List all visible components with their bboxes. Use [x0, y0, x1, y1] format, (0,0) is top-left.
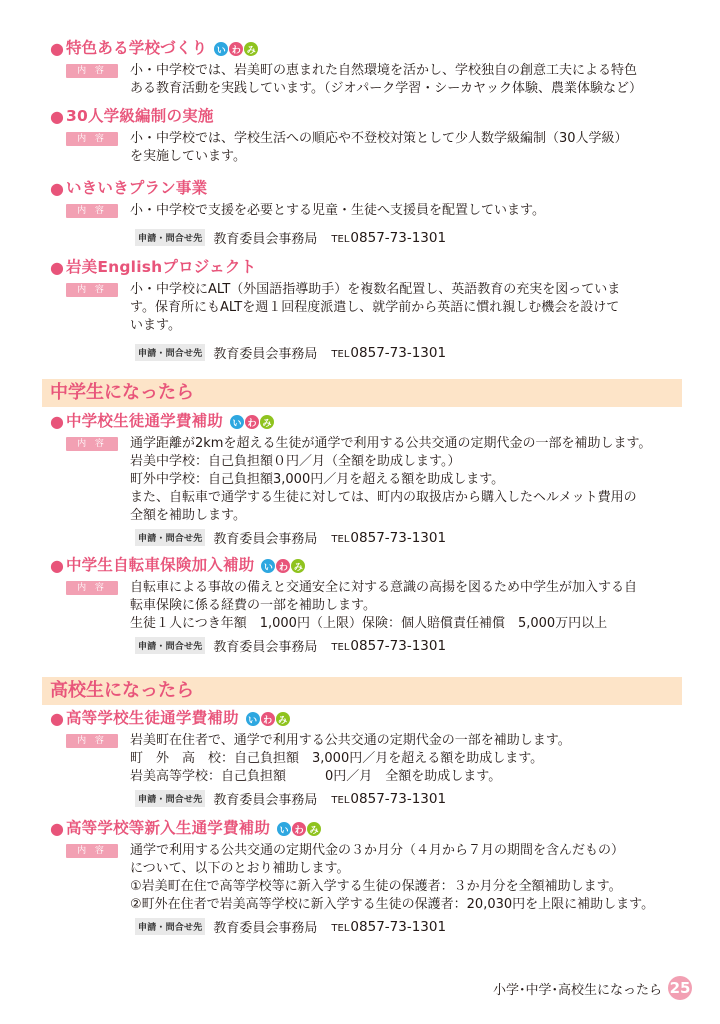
- footer-text: 小学･中学･高校生になったら: [492, 982, 662, 998]
- content-row: [50, 579, 690, 633]
- body-line: 岩美町在住者で、通学で利用する公共交通の定期代金の一部を補助します。: [130, 733, 571, 748]
- bullet-dot-icon: ●: [50, 258, 64, 277]
- section-title: 中学校生徒通学費補助: [65, 412, 223, 431]
- content-row: [50, 281, 690, 335]
- body-line: 自転車による事故の備えと交通安全に対する意識の高揚を図るため中学生が加入する自: [130, 580, 638, 595]
- contact-tel: TEL0857-73-1301: [331, 344, 447, 361]
- page-footer: [493, 976, 692, 1000]
- section-title: 特色ある学校づくり: [65, 39, 208, 58]
- section-heading: [50, 555, 690, 577]
- body-line: 小・中学校で支援を必要とする児童・生徒へ支援員を配置しています。: [130, 203, 545, 218]
- contact-name: 教育委員会事務局: [213, 640, 318, 655]
- section-heading: [50, 818, 690, 840]
- body-line: 転車保険に係る経費の一部を補助します。: [130, 598, 376, 613]
- content-tag: 内 容: [66, 132, 118, 146]
- contact-tel: TEL0857-73-1301: [331, 918, 447, 935]
- content-body: [130, 130, 682, 166]
- band-high-school: 高校生になったら: [42, 677, 682, 705]
- content-tag: 内 容: [66, 734, 118, 748]
- body-line: ①岩美町在住で高等学校等に新入学する生徒の保護者：３か月分を全額補助します。: [130, 879, 622, 894]
- section-title: 中学生自転車保険加入補助: [65, 556, 255, 575]
- content-tag: 内 容: [66, 283, 118, 297]
- section-title: 高等学校等新入生通学費補助: [65, 819, 271, 838]
- body-line: 通学で利用する公共交通の定期代金の３か月分（４月から７月の期間を含んだもの）: [130, 843, 625, 858]
- body-line: について、以下のとおり補助します。: [130, 861, 350, 876]
- contact-tag: 申請・問合せ先: [135, 790, 205, 807]
- bullet-dot-icon: ●: [50, 39, 64, 58]
- iwami-badge-icon: い わ み: [276, 821, 321, 837]
- section-ikiiki: [50, 178, 690, 247]
- contact-tag: 申請・問合せ先: [135, 529, 205, 546]
- contact-row: [135, 917, 690, 936]
- contact-tag: 申請・問合せ先: [135, 344, 205, 361]
- content-body: [130, 842, 682, 914]
- body-line: 小・中学校にALT（外国語指導助手）を複数名配置し、英語教育の充実を図っていま: [130, 282, 621, 297]
- section-heading: [50, 106, 690, 128]
- section-jh-commute: [50, 411, 690, 547]
- contact-name: 教育委員会事務局: [213, 532, 318, 547]
- section-heading: [50, 38, 690, 60]
- page-number: 25: [668, 976, 692, 1000]
- bullet-dot-icon: ●: [50, 107, 64, 126]
- section-title: 岩美Englishプロジェクト: [65, 258, 257, 277]
- body-line: また、自転車で通学する生徒に対しては、町内の取扱店から購入したヘルメット費用の: [130, 490, 637, 505]
- section-heading: [50, 411, 690, 433]
- body-line: 小・中学校では、学校生活への順応や不登校対策として少人数学級編制（30人学級）: [130, 131, 628, 146]
- section-heading: [50, 178, 690, 200]
- content-row: [50, 732, 690, 786]
- contact-name: 教育委員会事務局: [213, 793, 318, 808]
- contact-tel: TEL0857-73-1301: [331, 229, 447, 246]
- section-title: いきいきプラン事業: [65, 179, 208, 198]
- section-jh-bicycle: [50, 555, 690, 655]
- iwami-badge-icon: い わ み: [245, 711, 290, 727]
- contact-tel: TEL0857-73-1301: [331, 790, 447, 807]
- body-line: 生徒１人につき年額 1,000円（上限）保険：個人賠償責任補償 5,000万円以上: [130, 616, 608, 631]
- contact-name: 教育委員会事務局: [213, 921, 318, 936]
- bullet-dot-icon: ●: [50, 179, 64, 198]
- body-line: 町 外 高 校：自己負担額 3,000円／月を超える額を助成します。: [130, 751, 544, 766]
- contact-name: 教育委員会事務局: [213, 347, 318, 362]
- body-line: 町外中学校：自己負担額3,000円／月を超える額を助成します。: [130, 472, 505, 487]
- content-tag: 内 容: [66, 844, 118, 858]
- body-line: 全額を補助します。: [130, 508, 246, 523]
- contact-row: [135, 789, 690, 808]
- section-30nin: [50, 106, 690, 166]
- body-line: す。保育所にもALTを週１回程度派遣し、就学前から英語に慣れ親しむ機会を設けて: [130, 300, 620, 315]
- content-row: [50, 435, 690, 525]
- section-title: 高等学校生徒通学費補助: [65, 709, 239, 728]
- bullet-dot-icon: ●: [50, 556, 64, 575]
- section-heading: [50, 257, 690, 279]
- body-line: 小・中学校では、岩美町の恵まれた自然環境を活かし、学校独自の創意工夫による特色: [130, 63, 638, 78]
- body-line: ある教育活動を実践しています。（ジオパーク学習・シーカヤック体験、農業体験など）: [130, 81, 642, 96]
- content-body: [130, 579, 682, 633]
- content-body: [130, 281, 682, 335]
- content-row: [50, 842, 690, 914]
- section-tokushoku: [50, 38, 690, 98]
- contact-tel: TEL0857-73-1301: [331, 637, 447, 654]
- content-row: [50, 62, 690, 98]
- content-tag: 内 容: [66, 581, 118, 595]
- contact-name: 教育委員会事務局: [213, 232, 318, 247]
- bullet-dot-icon: ●: [50, 819, 64, 838]
- body-line: ②町外在住者で岩美高等学校に新入学する生徒の保護者：20,030円を上限に補助します。: [130, 897, 655, 912]
- contact-tag: 申請・問合せ先: [135, 637, 205, 654]
- iwami-badge-icon: い わ み: [213, 41, 258, 57]
- iwami-badge-icon: い わ み: [260, 558, 305, 574]
- content-body: [130, 202, 682, 220]
- content-tag: 内 容: [66, 64, 118, 78]
- body-line: 岩美高等学校：自己負担額 0円／月 全額を助成します。: [130, 769, 502, 784]
- contact-row: [135, 528, 690, 547]
- body-line: 通学距離が2kmを超える生徒が通学で利用する公共交通の定期代金の一部を補助します。: [130, 436, 652, 451]
- content-row: [50, 130, 690, 166]
- contact-row: [135, 228, 690, 247]
- contact-tag: 申請・問合せ先: [135, 918, 205, 935]
- section-english: [50, 257, 690, 362]
- section-title: 30人学級編制の実施: [65, 107, 214, 126]
- content-tag: 内 容: [66, 437, 118, 451]
- bullet-dot-icon: ●: [50, 709, 64, 728]
- section-heading: [50, 708, 690, 730]
- content-body: [130, 435, 682, 525]
- section-hs-commute: [50, 708, 690, 808]
- content-body: [130, 732, 682, 786]
- contact-tag: 申請・問合せ先: [135, 229, 205, 246]
- content-tag: 内 容: [66, 204, 118, 218]
- content-row: [50, 202, 690, 220]
- iwami-badge-icon: い わ み: [229, 414, 274, 430]
- band-junior-high: 中学生になったら: [42, 379, 682, 407]
- body-line: います。: [130, 318, 181, 333]
- contact-tel: TEL0857-73-1301: [331, 529, 447, 546]
- bullet-dot-icon: ●: [50, 412, 64, 431]
- contact-row: [135, 343, 690, 362]
- content-body: [130, 62, 682, 98]
- body-line: を実施しています。: [130, 149, 246, 164]
- body-line: 岩美中学校：自己負担額０円／月（全額を助成します。）: [130, 454, 461, 469]
- contact-row: [135, 636, 690, 655]
- section-hs-newstudent: [50, 818, 690, 936]
